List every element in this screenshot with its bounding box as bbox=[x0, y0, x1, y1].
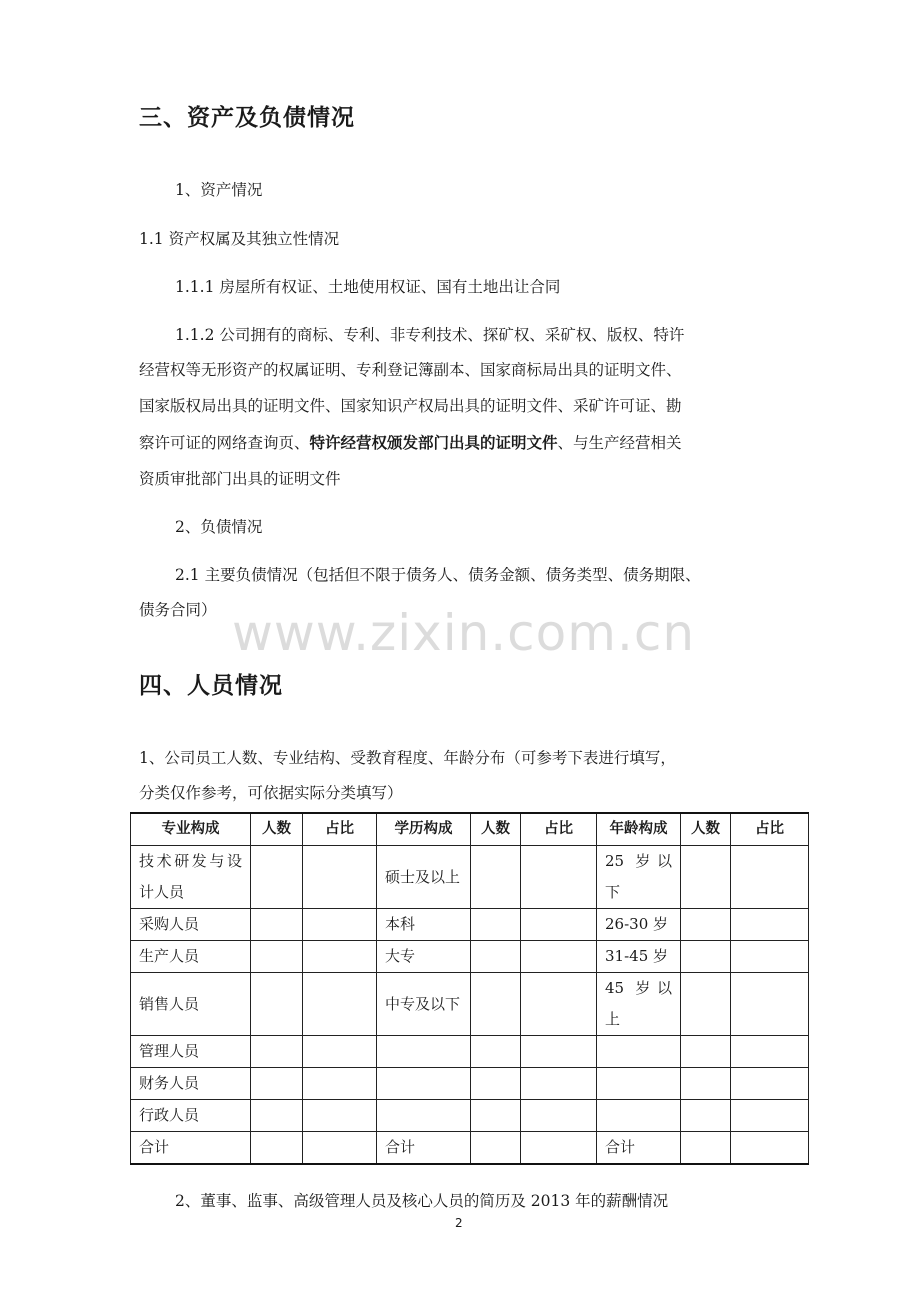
table-cell bbox=[303, 846, 377, 909]
table-cell bbox=[681, 1132, 731, 1165]
table-cell: 技术研发与设计人员 bbox=[131, 846, 251, 909]
header-age: 年龄构成 bbox=[597, 813, 681, 846]
table-cell bbox=[731, 1132, 809, 1165]
table-cell bbox=[303, 1068, 377, 1100]
section3-heading: 三、资产及负债情况 bbox=[139, 105, 355, 131]
table-cell bbox=[303, 941, 377, 973]
header-ratio: 占比 bbox=[303, 813, 377, 846]
header-major: 专业构成 bbox=[131, 813, 251, 846]
table-cell bbox=[731, 1100, 809, 1132]
assets-heading: 1、资产情况 bbox=[175, 181, 263, 199]
table-cell bbox=[731, 1036, 809, 1068]
intangible-assets-line-3: 国家版权局出具的证明文件、国家知识产权局出具的证明文件、采矿许可证、勘 bbox=[139, 397, 682, 415]
table-cell bbox=[521, 941, 597, 973]
table-cell bbox=[471, 1068, 521, 1100]
table-cell bbox=[251, 973, 303, 1036]
table-cell bbox=[681, 1068, 731, 1100]
intangible-assets-line-4 bbox=[139, 431, 682, 455]
table-cell bbox=[303, 1132, 377, 1165]
table-cell bbox=[251, 1100, 303, 1132]
table-cell bbox=[731, 909, 809, 941]
table-cell bbox=[251, 1036, 303, 1068]
table-cell bbox=[471, 1100, 521, 1132]
table-cell: 生产人员 bbox=[131, 941, 251, 973]
table-row bbox=[131, 1036, 809, 1068]
table-total-row bbox=[131, 1132, 809, 1165]
table-cell: 采购人员 bbox=[131, 909, 251, 941]
table-cell bbox=[251, 941, 303, 973]
table-cell: 中专及以下 bbox=[377, 973, 471, 1036]
table-cell bbox=[303, 973, 377, 1036]
staff-structure-table bbox=[130, 812, 809, 1165]
table-cell bbox=[731, 941, 809, 973]
table-cell bbox=[597, 1068, 681, 1100]
table-cell: 合计 bbox=[131, 1132, 251, 1165]
main-liabilities-line-2: 债务合同） bbox=[139, 601, 217, 619]
table-cell bbox=[521, 846, 597, 909]
table-cell: 行政人员 bbox=[131, 1100, 251, 1132]
page-number: 2 bbox=[455, 1216, 463, 1230]
line4-bold-text: 特许经营权颁发部门出具的证明文件 bbox=[309, 434, 558, 452]
table-cell bbox=[521, 1036, 597, 1068]
table-cell: 合计 bbox=[377, 1132, 471, 1165]
table-cell: 31-45 岁 bbox=[597, 941, 681, 973]
table-row bbox=[131, 973, 809, 1036]
table-cell bbox=[731, 846, 809, 909]
table-cell bbox=[471, 909, 521, 941]
table-cell: 管理人员 bbox=[131, 1036, 251, 1068]
section4-heading: 四、人员情况 bbox=[139, 673, 283, 699]
watermark: www.zixin.com.cn bbox=[232, 604, 696, 662]
table-cell: 25 岁以下 bbox=[597, 846, 681, 909]
table-cell bbox=[731, 1068, 809, 1100]
table-cell bbox=[471, 1036, 521, 1068]
table-cell bbox=[377, 1068, 471, 1100]
intangible-assets-line-2: 经营权等无形资产的权属证明、专利登记簿副本、国家商标局出具的证明文件、 bbox=[139, 361, 682, 379]
table-cell bbox=[731, 973, 809, 1036]
table-cell bbox=[251, 1132, 303, 1165]
line4-prefix: 察许可证的网络查询页、 bbox=[139, 434, 310, 452]
table-cell bbox=[471, 846, 521, 909]
table-cell bbox=[471, 1132, 521, 1165]
header-count: 人数 bbox=[251, 813, 303, 846]
line4-suffix: 、与生产经营相关 bbox=[557, 434, 682, 452]
table-cell bbox=[251, 846, 303, 909]
table-cell bbox=[471, 973, 521, 1036]
table-cell bbox=[597, 1100, 681, 1132]
table-cell bbox=[521, 973, 597, 1036]
table-cell bbox=[521, 1100, 597, 1132]
table-cell bbox=[251, 909, 303, 941]
property-certificates-paragraph: 1.1.1 房屋所有权证、土地使用权证、国有土地出让合同 bbox=[175, 278, 561, 296]
table-cell bbox=[377, 1100, 471, 1132]
table-cell bbox=[303, 1036, 377, 1068]
table-cell: 硕士及以上 bbox=[377, 846, 471, 909]
table-cell bbox=[681, 1100, 731, 1132]
table-cell bbox=[521, 909, 597, 941]
intangible-assets-line-5: 资质审批部门出具的证明文件 bbox=[139, 470, 341, 488]
header-count: 人数 bbox=[681, 813, 731, 846]
table-cell: 26-30 岁 bbox=[597, 909, 681, 941]
header-education: 学历构成 bbox=[377, 813, 471, 846]
header-ratio: 占比 bbox=[731, 813, 809, 846]
table-cell bbox=[521, 1132, 597, 1165]
liabilities-heading: 2、负债情况 bbox=[175, 518, 263, 536]
staff-intro-line-2: 分类仅作参考，可依据实际分类填写） bbox=[139, 784, 403, 802]
main-liabilities-line-1: 2.1 主要负债情况（包括但不限于债务人、债务金额、债务类型、债务期限、 bbox=[175, 566, 701, 584]
assets-ownership-heading: 1.1 资产权属及其独立性情况 bbox=[139, 230, 340, 248]
staff-intro-line-1: 1、公司员工人数、专业结构、受教育程度、年龄分布（可参考下表进行填写， bbox=[139, 749, 676, 767]
table-row bbox=[131, 846, 809, 909]
directors-salary-heading: 2、董事、监事、高级管理人员及核心人员的简历及 2013 年的薪酬情况 bbox=[175, 1192, 669, 1210]
table-cell bbox=[681, 846, 731, 909]
table-row bbox=[131, 941, 809, 973]
table-cell bbox=[303, 909, 377, 941]
table-cell bbox=[303, 1100, 377, 1132]
table-cell bbox=[471, 941, 521, 973]
header-ratio: 占比 bbox=[521, 813, 597, 846]
table-row bbox=[131, 1100, 809, 1132]
header-count: 人数 bbox=[471, 813, 521, 846]
intangible-assets-line-1: 1.1.2 公司拥有的商标、专利、非专利技术、探矿权、采矿权、版权、特许 bbox=[175, 326, 685, 344]
table-cell: 本科 bbox=[377, 909, 471, 941]
table-cell bbox=[681, 941, 731, 973]
table-cell bbox=[251, 1068, 303, 1100]
table-cell bbox=[597, 1036, 681, 1068]
table-cell bbox=[681, 909, 731, 941]
table-cell bbox=[377, 1036, 471, 1068]
table-cell: 45 岁以上 bbox=[597, 973, 681, 1036]
table-cell: 大专 bbox=[377, 941, 471, 973]
table-cell: 合计 bbox=[597, 1132, 681, 1165]
table-header-row bbox=[131, 813, 809, 846]
table-cell bbox=[681, 1036, 731, 1068]
table-cell: 财务人员 bbox=[131, 1068, 251, 1100]
table-row bbox=[131, 1068, 809, 1100]
table-row bbox=[131, 909, 809, 941]
table-cell: 销售人员 bbox=[131, 973, 251, 1036]
table-cell bbox=[521, 1068, 597, 1100]
table-cell bbox=[681, 973, 731, 1036]
